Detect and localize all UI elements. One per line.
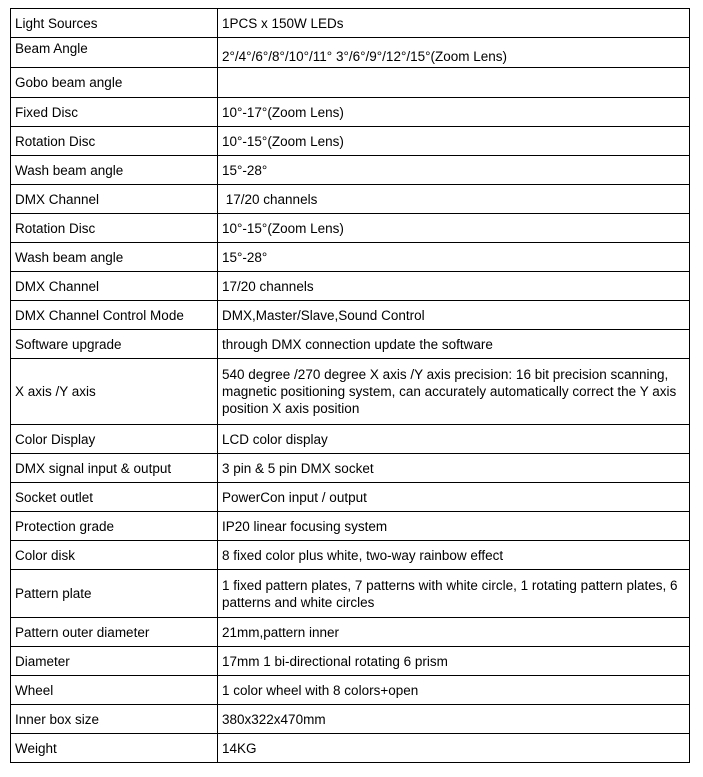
row-value: 10°-15°(Zoom Lens) <box>218 127 690 156</box>
table-row <box>11 483 690 512</box>
row-label: DMX Channel <box>11 272 218 301</box>
row-label: Rotation Disc <box>11 214 218 243</box>
row-label: DMX Channel Control Mode <box>11 301 218 330</box>
row-value: 17/20 channels <box>218 272 690 301</box>
row-value: 10°-15°(Zoom Lens) <box>218 214 690 243</box>
row-label: Pattern plate <box>11 570 218 618</box>
table-row <box>11 541 690 570</box>
row-label: Rotation Disc <box>11 127 218 156</box>
row-label: X axis /Y axis <box>11 359 218 425</box>
spec-table <box>10 8 690 763</box>
row-value <box>218 68 690 98</box>
table-row <box>11 512 690 541</box>
row-label: Light Sources <box>11 9 218 38</box>
table-row <box>11 98 690 127</box>
row-label: Protection grade <box>11 512 218 541</box>
table-row <box>11 127 690 156</box>
row-label: Color Display <box>11 425 218 454</box>
table-row <box>11 734 690 763</box>
row-value: 17/20 channels <box>218 185 690 214</box>
row-label: Socket outlet <box>11 483 218 512</box>
row-value: 1 fixed pattern plates, 7 patterns with white circle, 1 rotating pattern plates, 6 patterns and white circles <box>218 570 690 618</box>
row-value: 10°-17°(Zoom Lens) <box>218 98 690 127</box>
row-value: 540 degree /270 degree X axis /Y axis precision: 16 bit precision scanning, magnetic positioning system, can accurately automatically correct the Y axis position X axis position <box>218 359 690 425</box>
row-label: Diameter <box>11 647 218 676</box>
row-value: 14KG <box>218 734 690 763</box>
row-value: DMX,Master/Slave,Sound Control <box>218 301 690 330</box>
row-value: 2°/4°/6°/8°/10°/11° 3°/6°/9°/12°/15°(Zoom Lens) <box>218 38 690 68</box>
table-row <box>11 330 690 359</box>
row-value: LCD color display <box>218 425 690 454</box>
row-value: 380x322x470mm <box>218 705 690 734</box>
table-row <box>11 185 690 214</box>
table-row <box>11 38 690 68</box>
table-row <box>11 272 690 301</box>
row-label: Wash beam angle <box>11 156 218 185</box>
table-row <box>11 214 690 243</box>
row-label: DMX signal input & output <box>11 454 218 483</box>
row-value: 1PCS x 150W LEDs <box>218 9 690 38</box>
table-row <box>11 454 690 483</box>
row-label: Inner box size <box>11 705 218 734</box>
row-value: through DMX connection update the software <box>218 330 690 359</box>
table-row <box>11 425 690 454</box>
row-label: Wheel <box>11 676 218 705</box>
row-value: IP20 linear focusing system <box>218 512 690 541</box>
table-row <box>11 68 690 98</box>
row-label: Pattern outer diameter <box>11 618 218 647</box>
row-value: 3 pin & 5 pin DMX socket <box>218 454 690 483</box>
table-row <box>11 9 690 38</box>
row-label: Software upgrade <box>11 330 218 359</box>
table-row <box>11 647 690 676</box>
row-label: Gobo beam angle <box>11 68 218 98</box>
table-row <box>11 705 690 734</box>
row-value: 21mm,pattern inner <box>218 618 690 647</box>
row-label: Color disk <box>11 541 218 570</box>
table-row <box>11 301 690 330</box>
table-row <box>11 156 690 185</box>
row-label: Weight <box>11 734 218 763</box>
row-value: PowerCon input / output <box>218 483 690 512</box>
table-row <box>11 570 690 618</box>
row-label: Beam Angle <box>11 38 218 68</box>
table-row <box>11 243 690 272</box>
row-value: 15°-28° <box>218 243 690 272</box>
row-value: 15°-28° <box>218 156 690 185</box>
row-label: DMX Channel <box>11 185 218 214</box>
table-row <box>11 618 690 647</box>
table-row <box>11 359 690 425</box>
row-label: Wash beam angle <box>11 243 218 272</box>
row-value: 1 color wheel with 8 colors+open <box>218 676 690 705</box>
row-label: Fixed Disc <box>11 98 218 127</box>
table-row <box>11 676 690 705</box>
row-value: 8 fixed color plus white, two-way rainbow effect <box>218 541 690 570</box>
row-value: 17mm 1 bi-directional rotating 6 prism <box>218 647 690 676</box>
